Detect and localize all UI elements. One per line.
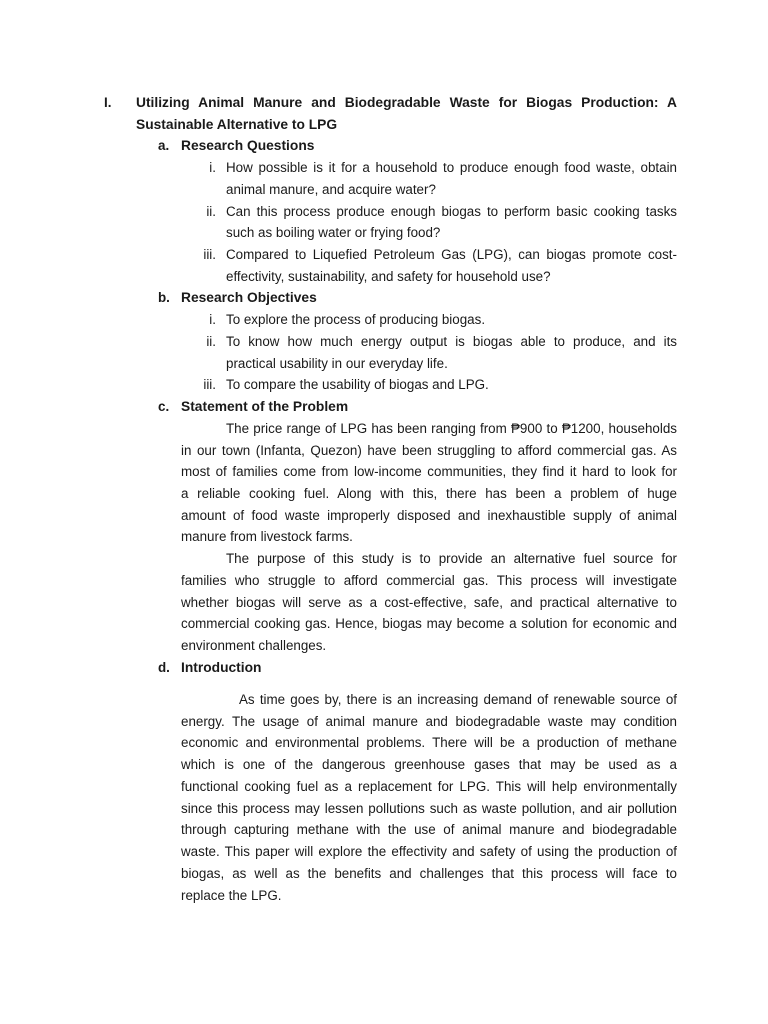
objective-1-line-1: To explore the process of producing biogas. [226,312,486,327]
question-1-line-2: animal manure, and acquire water? [226,182,436,197]
introduction-para-line: biogas, as well as the benefits and challenges that this process will face to [181,866,677,881]
statement-para-2-line: commercial cooking gas. Hence, biogas may become a solution for economic and [181,616,677,631]
introduction-heading: Introduction [181,660,262,675]
introduction-para-line: As time goes by, there is an increasing demand of renewable source of [239,692,677,707]
objective-3-line-1: To compare the usability of biogas and LPG. [226,377,489,392]
objective-marker: i. [209,312,216,327]
question-3-line-2: effectivity, sustainability, and safety for household use? [226,269,551,284]
statement-heading: Statement of the Problem [181,399,349,414]
subsection-marker-a: a. [158,138,170,153]
subsection-marker-b: b. [158,290,170,305]
objective-marker: iii. [203,377,216,392]
objective-marker: ii. [206,334,216,349]
introduction-para-line: which is one of the dangerous greenhouse gases that may be used as a [181,757,677,772]
introduction-para-line: economic and environmental problems. There will be a production of methane [181,735,677,750]
introduction-para-line: replace the LPG. [181,888,282,903]
subsection-marker-d: d. [158,660,170,675]
introduction-para-line: functional cooking fuel as a replacement for LPG. This will help environmentally [181,779,677,794]
introduction-para-line: energy. The usage of animal manure and biodegradable waste may condition [181,714,677,729]
statement-para-1-line: manure from livestock farms. [181,529,353,544]
objective-2-line-1: To know how much energy output is biogas able to produce, and its [226,334,677,349]
question-marker: iii. [203,247,216,262]
question-2-line-1: Can this process produce enough biogas to perform basic cooking tasks [226,204,677,219]
question-marker: ii. [206,204,216,219]
statement-para-2-line: environment challenges. [181,638,327,653]
introduction-para-line: through capturing methane with the use of animal manure and biodegradable [181,822,677,837]
research-objectives-heading: Research Objectives [181,290,317,305]
question-1-line-1: How possible is it for a household to produce enough food waste, obtain [226,160,677,175]
statement-para-1-line: amount of food waste improperly disposed and inexhaustible supply of animal [181,508,677,523]
statement-para-2-line: families who struggle to afford commercial gas. This process will investigate [181,573,677,588]
section-title-line-2: Sustainable Alternative to LPG [136,117,338,132]
section-number: I. [104,95,112,110]
statement-para-1-line: The price range of LPG has been ranging from ₱900 to ₱1200, households [226,421,677,436]
question-2-line-2: such as boiling water or frying food? [226,225,441,240]
objective-2-line-2: practical usability in our everyday life. [226,356,448,371]
research-questions-heading: Research Questions [181,138,315,153]
statement-para-1-line: in our town (Infanta, Quezon) have been struggling to afford commercial gas. As [181,443,677,458]
section-title-line-1: Utilizing Animal Manure and Biodegradable Waste for Biogas Production: A [136,95,677,110]
introduction-para-line: since this process may lessen pollutions such as waste pollution, and air pollution [181,801,677,816]
introduction-para-line: waste. This paper will explore the effectivity and safety of using the production of [181,844,677,859]
question-marker: i. [209,160,216,175]
statement-para-1-line: most of families come from low-income communities, they find it hard to look for [181,464,677,479]
statement-para-2-line: whether biogas will serve as a cost-effective, safe, and practical alternative to [181,595,677,610]
statement-para-1-line: a reliable cooking fuel. Along with this, there has been a problem of huge [181,486,677,501]
question-3-line-1: Compared to Liquefied Petroleum Gas (LPG), can biogas promote cost- [226,247,677,262]
subsection-marker-c: c. [158,399,170,414]
statement-para-2-line: The purpose of this study is to provide an alternative fuel source for [226,551,677,566]
